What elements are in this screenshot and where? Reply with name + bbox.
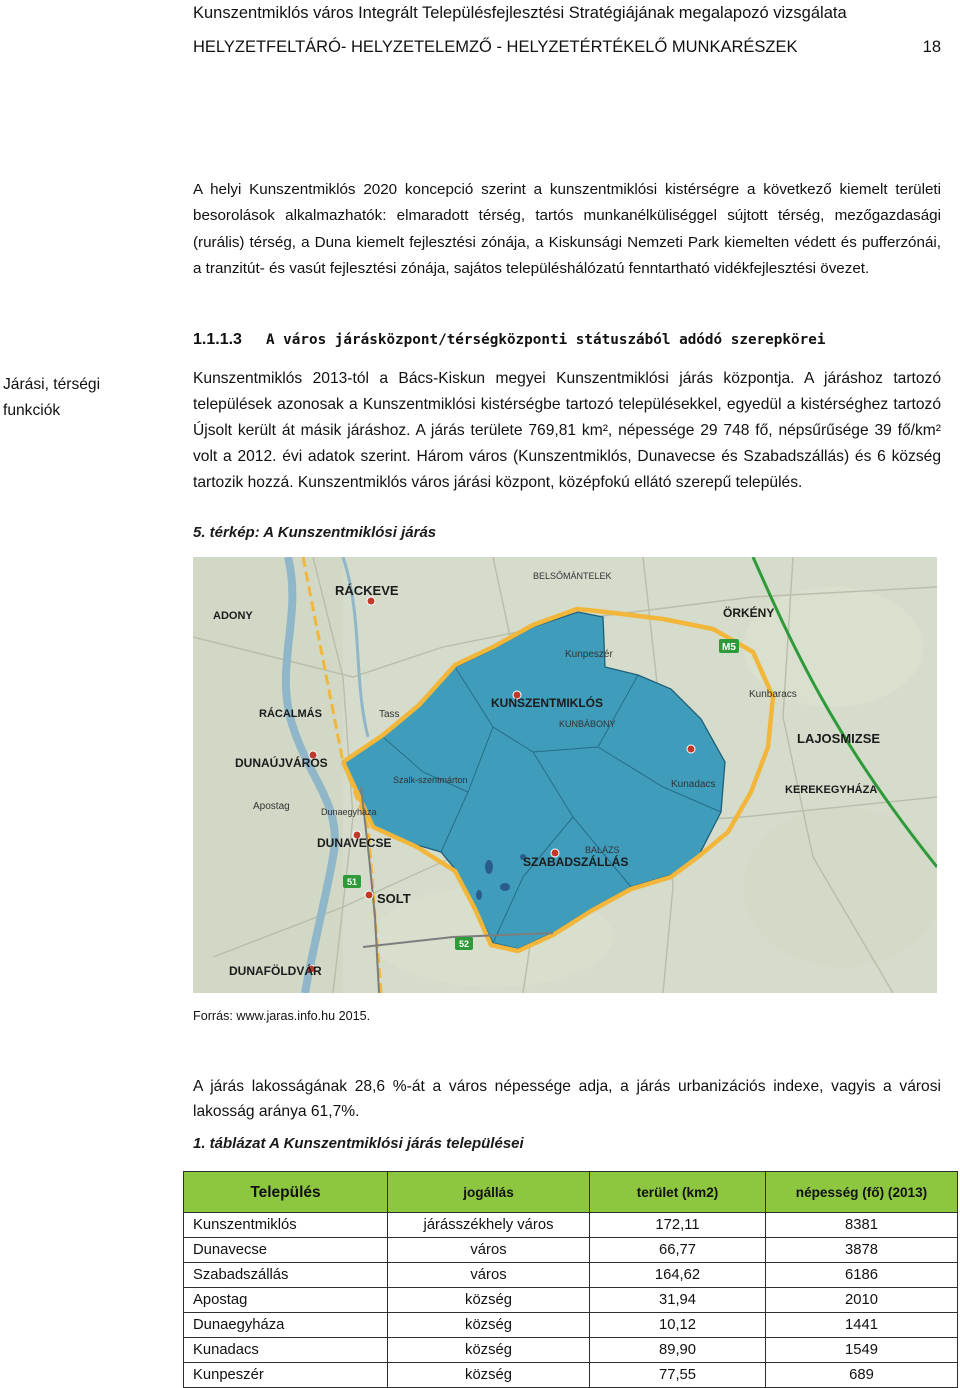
- header-area: terület (km2): [590, 1172, 766, 1213]
- label-kunszentmiklos: KUNSZENTMIKLÓS: [491, 696, 603, 710]
- cell-population: 2010: [766, 1288, 958, 1313]
- cell-population: 3878: [766, 1238, 958, 1263]
- cell-area: 10,12: [590, 1313, 766, 1338]
- label-kunbabony: KUNBÁBONY: [559, 719, 616, 729]
- cell-status: járásszékhely város: [388, 1213, 590, 1238]
- table-row: [184, 1263, 958, 1288]
- intro-paragraph: A helyi Kunszentmiklós 2020 koncepció szerint a kunszentmiklósi kistérségre a következő kiemelt területi besorolások alkalmazhatók: elmaradott térség, tartós munkanélküliséggel sújtott térség, mezőgazdasági (rurális) térség, a Duna kiemelt fejlesztési zónája, a Kiskunsági Nemzeti Park kiemelten védett és pufferzónái, a tranzitút- és vasút fejlesztési zónája, sajátos településhálózatú fenntartható vidékfejlesztési övezet.: [193, 181, 941, 278]
- cell-area: 31,94: [590, 1288, 766, 1313]
- page-number: 18: [922, 38, 941, 56]
- label-dunafoldvar: DUNAFÖLDVÁR: [229, 964, 322, 978]
- table-header-row: [184, 1172, 958, 1213]
- table-row: [184, 1238, 958, 1263]
- svg-text:52: 52: [458, 939, 470, 949]
- cell-status: község: [388, 1338, 590, 1363]
- cell-settlement: Dunaegyháza: [184, 1313, 388, 1338]
- cell-settlement: Szabadszállás: [184, 1263, 388, 1288]
- cell-area: 66,77: [590, 1238, 766, 1263]
- cell-settlement: Kunszentmiklós: [184, 1213, 388, 1238]
- label-solt: SOLT: [377, 891, 411, 906]
- table-caption: 1. táblázat A Kunszentmiklósi járás települései: [193, 1135, 524, 1152]
- section-number: 1.1.1.3: [193, 331, 242, 348]
- table-row: [184, 1288, 958, 1313]
- header-settlement: Település: [184, 1172, 388, 1213]
- label-rackeve: RÁCKEVE: [335, 583, 399, 598]
- label-dunaegyhaza: Dunaegyháza: [321, 807, 377, 817]
- document-title: Kunszentmiklós város Integrált Településfejlesztési Stratégiájának megalapozó vizsgálata: [193, 4, 847, 22]
- cell-area: 172,11: [590, 1213, 766, 1238]
- label-balazs: BALÁZS: [585, 845, 620, 855]
- label-tass: Tass: [379, 709, 400, 720]
- cell-area: 77,55: [590, 1363, 766, 1388]
- district-map: [193, 557, 937, 993]
- cell-settlement: Kunpeszér: [184, 1363, 388, 1388]
- body-paragraph: Kunszentmiklós 2013-tól a Bács-Kiskun megyei Kunszentmiklósi járás központja. A járáshoz tartozó települések azonosak a Kunszentmiklósi kistérségbe tartozó településekkel, egyedül a kistérséghez tartozó Újsolt került át másik járáshoz. A járás területe 769,81 km², népessége 29 748 fő, népsűrűsége 39 fő/km² volt a 2012. évi adatok szerint. Három város (Kunszentmiklós, Dunavecse és Szabadszállás) és 6 község tartozik hozzá. Kunszentmiklós város járási központ, középfokú ellátó szerepű település.: [193, 370, 941, 491]
- map-caption: 5. térkép: A Kunszentmiklósi járás: [193, 524, 437, 541]
- section-title: A város járásközpont/térségközponti státuszából adódó szerepkörei: [265, 332, 826, 348]
- cell-settlement: Apostag: [184, 1288, 388, 1313]
- cell-population: 6186: [766, 1263, 958, 1288]
- cell-area: 89,90: [590, 1338, 766, 1363]
- cell-population: 1441: [766, 1313, 958, 1338]
- label-adony: ADONY: [213, 610, 253, 622]
- label-racalmas: RÁCALMÁS: [259, 708, 322, 720]
- label-apostag: Apostag: [253, 801, 290, 812]
- cell-settlement: Kunadacs: [184, 1338, 388, 1363]
- label-dunavecse: DUNAVECSE: [317, 836, 392, 850]
- map-source: Forrás: www.jaras.info.hu 2015.: [193, 1009, 371, 1023]
- header-status: jogállás: [388, 1172, 590, 1213]
- cell-population: 689: [766, 1363, 958, 1388]
- label-szabadszallas: SZABADSZÁLLÁS: [523, 855, 629, 869]
- cell-status: község: [388, 1313, 590, 1338]
- subtitle-text: HELYZETFELTÁRÓ- HELYZETELEMZŐ - HELYZETÉRTÉKELŐ MUNKARÉSZEK: [193, 38, 798, 56]
- table-row: [184, 1313, 958, 1338]
- settlements-table: [183, 1171, 958, 1388]
- margin-label: Járási, térségi funkciók: [3, 376, 101, 419]
- section-heading: [193, 331, 825, 349]
- cell-settlement: Dunavecse: [184, 1238, 388, 1263]
- cell-population: 8381: [766, 1213, 958, 1238]
- closing-paragraph: A járás lakosságának 28,6 %-át a város népessége adja, a járás urbanizációs indexe, vagyis a városi lakosság aránya 61,7%.: [193, 1078, 941, 1120]
- cell-population: 1549: [766, 1338, 958, 1363]
- label-szalkszentmarton: Szalk-szentmárton: [393, 775, 468, 785]
- header-population: népesség (fő) (2013): [766, 1172, 958, 1213]
- label-kunadacs: Kunadacs: [671, 779, 716, 790]
- label-kunpeszer: Kunpeszér: [565, 649, 613, 660]
- label-belsomantelek: BELSŐMÁNTELEK: [533, 571, 612, 581]
- cell-status: város: [388, 1238, 590, 1263]
- table-row: [184, 1213, 958, 1238]
- table-row: [184, 1338, 958, 1363]
- svg-text:51: 51: [346, 877, 358, 887]
- document-subtitle: [193, 38, 941, 57]
- svg-text:M5: M5: [722, 642, 736, 653]
- label-lajosmizse: LAJOSMIZSE: [797, 731, 881, 746]
- cell-status: város: [388, 1263, 590, 1288]
- label-kerekegyhaza: KEREKEGYHÁZA: [785, 784, 878, 796]
- label-dunaujvaros: DUNAÚJVÁROS: [235, 756, 328, 770]
- table-row: [184, 1363, 958, 1388]
- label-kunbaracs: Kunbaracs: [749, 689, 797, 700]
- cell-area: 164,62: [590, 1263, 766, 1288]
- label-orkeny: ÖRKÉNY: [723, 606, 775, 620]
- cell-status: község: [388, 1363, 590, 1388]
- cell-status: község: [388, 1288, 590, 1313]
